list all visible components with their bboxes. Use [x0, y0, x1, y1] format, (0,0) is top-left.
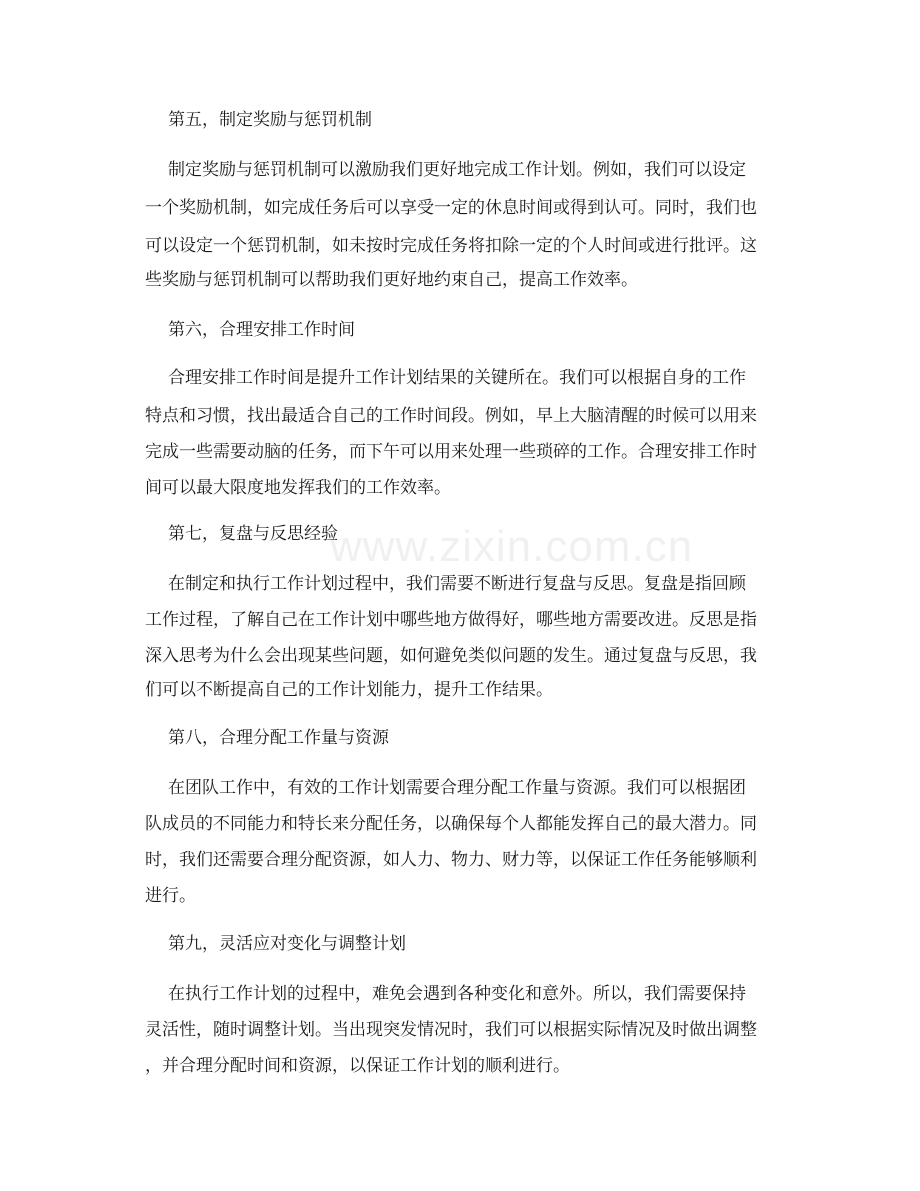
paragraph-line: 在制定和执行工作计划过程中，我们需要不断进行复盘与反思。复盘是指回顾	[168, 574, 746, 594]
paragraph-line: 灵活性，随时调整计划。当出现突发情况时，我们可以根据实际情况及时做出调整	[145, 1020, 757, 1040]
paragraph-line: 时，我们还需要合理分配资源，如人力、物力、财力等，以保证工作任务能够顺利	[145, 850, 757, 870]
paragraph-line: 可以设定一个惩罚机制，如未按时完成任务将扣除一定的个人时间或进行批评。这	[145, 236, 757, 256]
paragraph-line: 们可以不断提高自己的工作计划能力，提升工作结果。	[145, 680, 553, 700]
paragraph-line: 进行。	[145, 886, 196, 906]
paragraph-line: 些奖励与惩罚机制可以帮助我们更好地约束自己，提高工作效率。	[145, 270, 638, 290]
paragraph-line: 一个奖励机制，如完成任务后可以享受一定的休息时间或得到认可。同时，我们也	[145, 198, 757, 218]
section-heading: 第九，灵活应对变化与调整计划	[168, 934, 406, 954]
paragraph-line: 在团队工作中，有效的工作计划需要合理分配工作量与资源。我们可以根据团	[168, 778, 746, 798]
paragraph-line: 完成一些需要动脑的任务，而下午可以用来处理一些琐碎的工作。合理安排工作时	[145, 442, 757, 462]
section-heading: 第八，合理分配工作量与资源	[168, 728, 389, 748]
paragraph-line: 合理安排工作时间是提升工作计划结果的关键所在。我们可以根据自身的工作	[168, 368, 746, 388]
paragraph-line: 特点和习惯，找出最适合自己的工作时间段。例如，早上大脑清醒的时候可以用来	[145, 406, 757, 426]
paragraph-line: 工作过程，了解自己在工作计划中哪些地方做得好，哪些地方需要改进。反思是指	[145, 610, 757, 630]
watermark: www.zixin.com.cn	[330, 522, 694, 571]
section-heading: 第六，合理安排工作时间	[168, 320, 355, 340]
section-heading: 第七，复盘与反思经验	[168, 524, 338, 544]
paragraph-line: 在执行工作计划的过程中，难免会遇到各种变化和意外。所以，我们需要保持	[168, 984, 746, 1004]
paragraph-line: 深入思考为什么会出现某些问题，如何避免类似问题的发生。通过复盘与反思，我	[145, 646, 757, 666]
section-heading: 第五，制定奖励与惩罚机制	[168, 110, 372, 130]
paragraph-line: 制定奖励与惩罚机制可以激励我们更好地完成工作计划。例如，我们可以设定	[168, 160, 746, 180]
paragraph-line: 队成员的不同能力和特长来分配任务，以确保每个人都能发挥自己的最大潜力。同	[145, 814, 757, 834]
paragraph-line: 间可以最大限度地发挥我们的工作效率。	[145, 478, 451, 498]
paragraph-line: ，并合理分配时间和资源，以保证工作计划的顺利进行。	[145, 1056, 570, 1076]
